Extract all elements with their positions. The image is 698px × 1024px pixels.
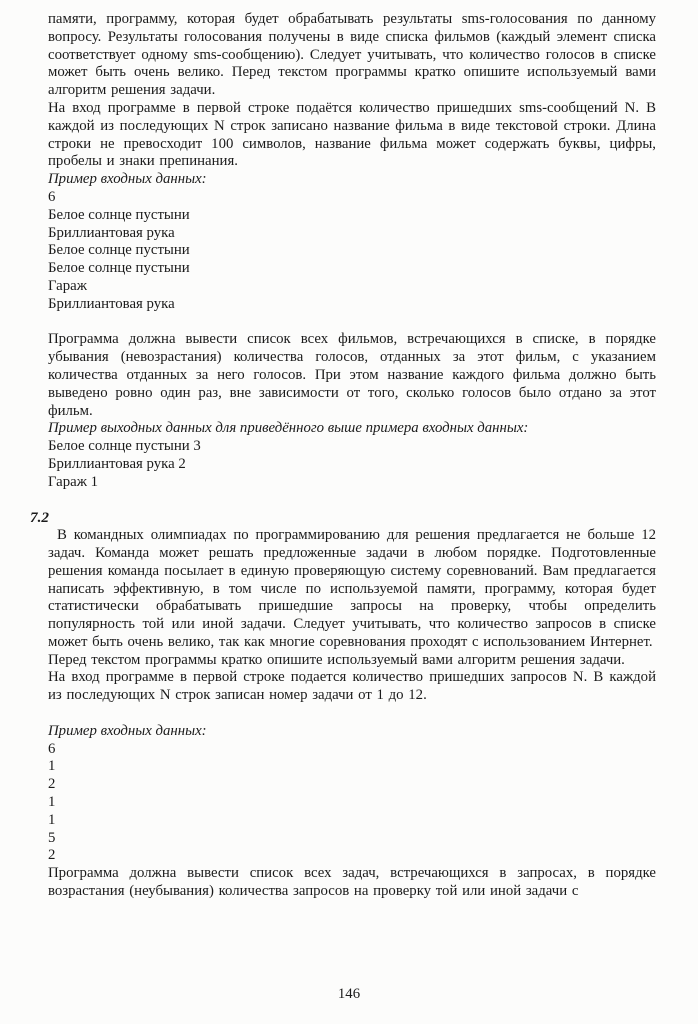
example-data-line: Белое солнце пустыни (48, 242, 190, 259)
blank-line (48, 492, 656, 510)
paragraph: Программа должна вывести список всех фильмов, встречающихся в списке, в порядке убывания (невозрастания) количества голосов, отданных за этот фильм, с указанием количества отданных за него голосов. При этом название каждого фильма должно быть выведено ровно один раз, вне зависимости от того, сколько голосов было отдано за этот фильм. (48, 331, 656, 419)
example-data-line: Гараж 1 (48, 473, 99, 490)
example-data-line: 2 (48, 847, 56, 864)
example-data-block (48, 438, 656, 491)
example-heading: Пример входных данных: (48, 171, 207, 188)
example-data-block (48, 741, 656, 866)
example-data-line: Бриллиантовая рука 2 (48, 455, 186, 472)
section-heading: 7.2 (30, 509, 49, 527)
blank-line (48, 314, 656, 332)
paragraph: Перед текстом программы кратко опишите используемый вами алгоритм решения задачи. (48, 651, 625, 668)
example-data-line: 5 (48, 829, 56, 846)
paragraph: В командных олимпиадах по программированию для решения предлагается не больше 12 задач. Команда может решать предложенные задачи в любом порядке. Подготовленные решения команда посылает в единую проверяющую систему соревнований. Вам предлагается написать эффективную, в том числе по используемой памяти, программу, которая будет статистически обрабатывать пришедшие запросы на проверку, чтобы определить популярность той или иной задачи. Следует учитывать, что количество запросов в списке может быть очень велико, так как многие соревнования проходят с использованием Интернет. (48, 527, 656, 650)
paragraph: На вход программе в первой строке подается количество пришедших запросов N. В каждой из последующих N строк записан номер задачи от 1 до 12. (48, 669, 656, 704)
example-heading: Пример входных данных: (48, 722, 207, 739)
example-data-block (48, 189, 656, 314)
example-data-line: Белое солнце пустыни 3 (48, 438, 201, 455)
example-data-line: Гараж (48, 277, 87, 294)
blank-line (48, 705, 656, 723)
example-data-line: 1 (48, 811, 56, 828)
text-content (30, 11, 656, 901)
example-data-line: Бриллиантовая рука (48, 295, 175, 312)
example-data-line: 1 (48, 758, 56, 775)
paragraph: На вход программе в первой строке подаётся количество пришедших sms-сообщений N. В каждой из последующих N строк записано название фильма в виде текстовой строки. Длина строки не превосходит 100 символов, название фильма может содержать буквы, цифры, пробелы и знаки препинания. (48, 99, 656, 170)
example-data-line: 1 (48, 794, 56, 811)
example-data-line: Бриллиантовая рука (48, 224, 175, 241)
page-number: 146 (337, 986, 361, 1002)
example-data-line: 2 (48, 776, 56, 793)
example-data-line: Белое солнце пустыни (48, 260, 190, 277)
paragraph: Программа должна вывести список всех задач, встречающихся в запросах, в порядке возрастания (неубывания) количества запросов на проверку той или иной задачи с (48, 865, 656, 900)
example-heading: Пример выходных данных для приведённого выше примера входных данных: (48, 420, 529, 437)
paragraph: памяти, программу, которая будет обрабатывать результаты sms-голосования по данному вопросу. Результаты голосования получены в виде списка фильмов (каждый элемент списка соответствует одному sms-сообщению). Следует учитывать, что количество голосов в списке может быть очень велико. Перед текстом программы кратко опишите используемый вами алгоритм решения задачи. (48, 11, 656, 99)
example-data-line: 6 (48, 740, 56, 757)
example-data-line: 6 (48, 188, 56, 205)
example-data-line: Белое солнце пустыни (48, 206, 190, 223)
